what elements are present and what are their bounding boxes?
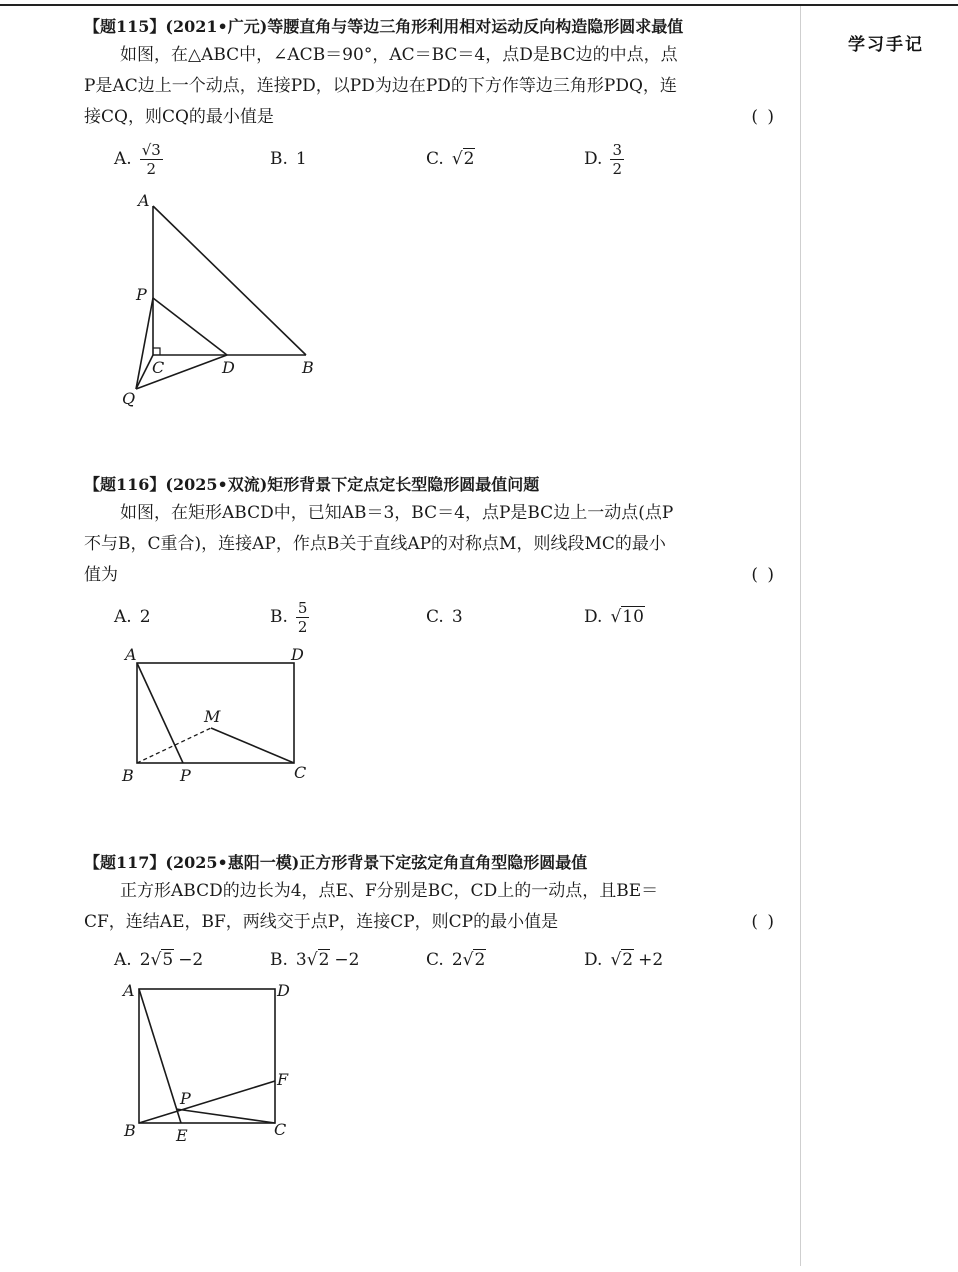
choice-c[interactable]: C. 3 (426, 607, 463, 627)
label-a: A (125, 645, 137, 664)
problem-line: 如图，在矩形ABCD中，已知AB＝3，BC＝4，点P是BC边上一动点(点P (120, 503, 674, 523)
figure-115-labels (122, 191, 314, 408)
problem-line: CF，连结AE，BF，两线交于点P，连接CP，则CP的最小值是 (84, 912, 559, 932)
square-root: √10 (610, 607, 644, 627)
problem-header: 【题117】(2025•惠阳一模)正方形背景下定弦定角直角型隐形圆最值 (84, 853, 588, 872)
label-b: B (302, 358, 314, 377)
label-b: B (122, 766, 134, 785)
problem-line: 正方形ABCD的边长为4，点E、F分别是BC，CD上的一动点，且BE＝ (120, 881, 659, 901)
problem-116 (84, 472, 784, 637)
choice-c[interactable]: C. 2 √2 (426, 950, 486, 970)
fraction: $\frac{5}{2}$ (297, 598, 308, 636)
choice-d[interactable]: D. $\frac{3}{2}$ (584, 140, 622, 178)
segment-pc (176, 1109, 275, 1123)
label-q: Q (122, 389, 136, 408)
segment-ae (139, 989, 181, 1123)
segment-pq (136, 298, 153, 389)
square-root: √2 (610, 950, 634, 970)
label-d: D (277, 981, 290, 1000)
answer-blank[interactable]: ( ) (751, 107, 776, 127)
label-m: M (204, 707, 221, 726)
figure-116-labels (121, 645, 306, 785)
problem-line-last (84, 907, 784, 938)
segment-pd (153, 298, 227, 355)
label-f: F (277, 1070, 289, 1089)
label-e: E (176, 1126, 188, 1145)
choice-b[interactable]: B. $\frac{5}{2}$ (270, 598, 308, 636)
label-a: A (138, 191, 150, 210)
segment-ab (153, 206, 306, 355)
right-angle-mark (153, 348, 160, 355)
answer-choices (84, 597, 784, 637)
problem-line: 不与B，C重合)，连接AP，作点B关于直线AP的对称点M，则线段MC的最小 (84, 534, 666, 554)
square-root: √5 (150, 950, 174, 970)
choice-a[interactable]: A. 2 (114, 607, 151, 627)
label-b: B (124, 1121, 136, 1140)
segment-ap (137, 663, 183, 763)
problem-line: P是AC边上一个动点，连接PD，以PD为边在PD的下方作等边三角形PDQ，连 (84, 76, 677, 96)
square-root: √2 (451, 149, 475, 169)
label-p: P (180, 766, 191, 785)
problem-line: 接CQ，则CQ的最小值是 (84, 107, 274, 127)
label-p: P (180, 1089, 191, 1108)
label-c: C (152, 358, 165, 377)
problem-line-last (84, 560, 784, 591)
answer-blank[interactable]: ( ) (751, 912, 776, 932)
choice-a[interactable]: A. $\frac{√3}{2}$ (114, 140, 161, 178)
label-d: D (291, 645, 304, 664)
fraction: $\frac{√3}{2}$ (141, 140, 161, 178)
figure-117 (139, 989, 275, 1123)
problem-line: 值为 (84, 565, 118, 585)
fraction: $\frac{3}{2}$ (612, 140, 622, 178)
problem-header: 【题116】(2025•双流)矩形背景下定点定长型隐形圆最值问题 (84, 475, 540, 494)
segment-mc (211, 728, 294, 763)
choice-b[interactable]: B. 1 (270, 149, 307, 169)
problem-117 (84, 850, 784, 980)
label-c: C (274, 1120, 287, 1139)
answer-choices (84, 940, 784, 980)
choice-c[interactable]: C. √2 (426, 149, 475, 169)
choice-a[interactable]: A. 2 √5 −2 (114, 950, 204, 970)
label-p: P (136, 285, 147, 304)
problem-header: 【题115】(2021•广元)等腰直角与等边三角形利用相对运动反向构造隐形圆求最值 (84, 17, 684, 36)
label-c: C (294, 763, 307, 782)
choice-d[interactable]: D. √10 (584, 607, 644, 627)
label-a: A (123, 981, 135, 1000)
sidebar-title: 学习手记 (848, 35, 924, 55)
square-root: √2 (462, 950, 486, 970)
square-root: √2 (306, 950, 330, 970)
problem-text (84, 498, 784, 591)
choice-d[interactable]: D. √2 +2 (584, 950, 664, 970)
problem-text (84, 876, 784, 938)
problem-line: 如图，在△ABC中，∠ACB＝90°，AC＝BC＝4，点D是BC边的中点，点 (120, 45, 678, 65)
segment-bm-dashed (137, 728, 211, 763)
answer-blank[interactable]: ( ) (751, 565, 776, 585)
segment-bf (139, 1081, 275, 1123)
label-d: D (222, 358, 235, 377)
choice-b[interactable]: B. 3 √2 −2 (270, 950, 360, 970)
